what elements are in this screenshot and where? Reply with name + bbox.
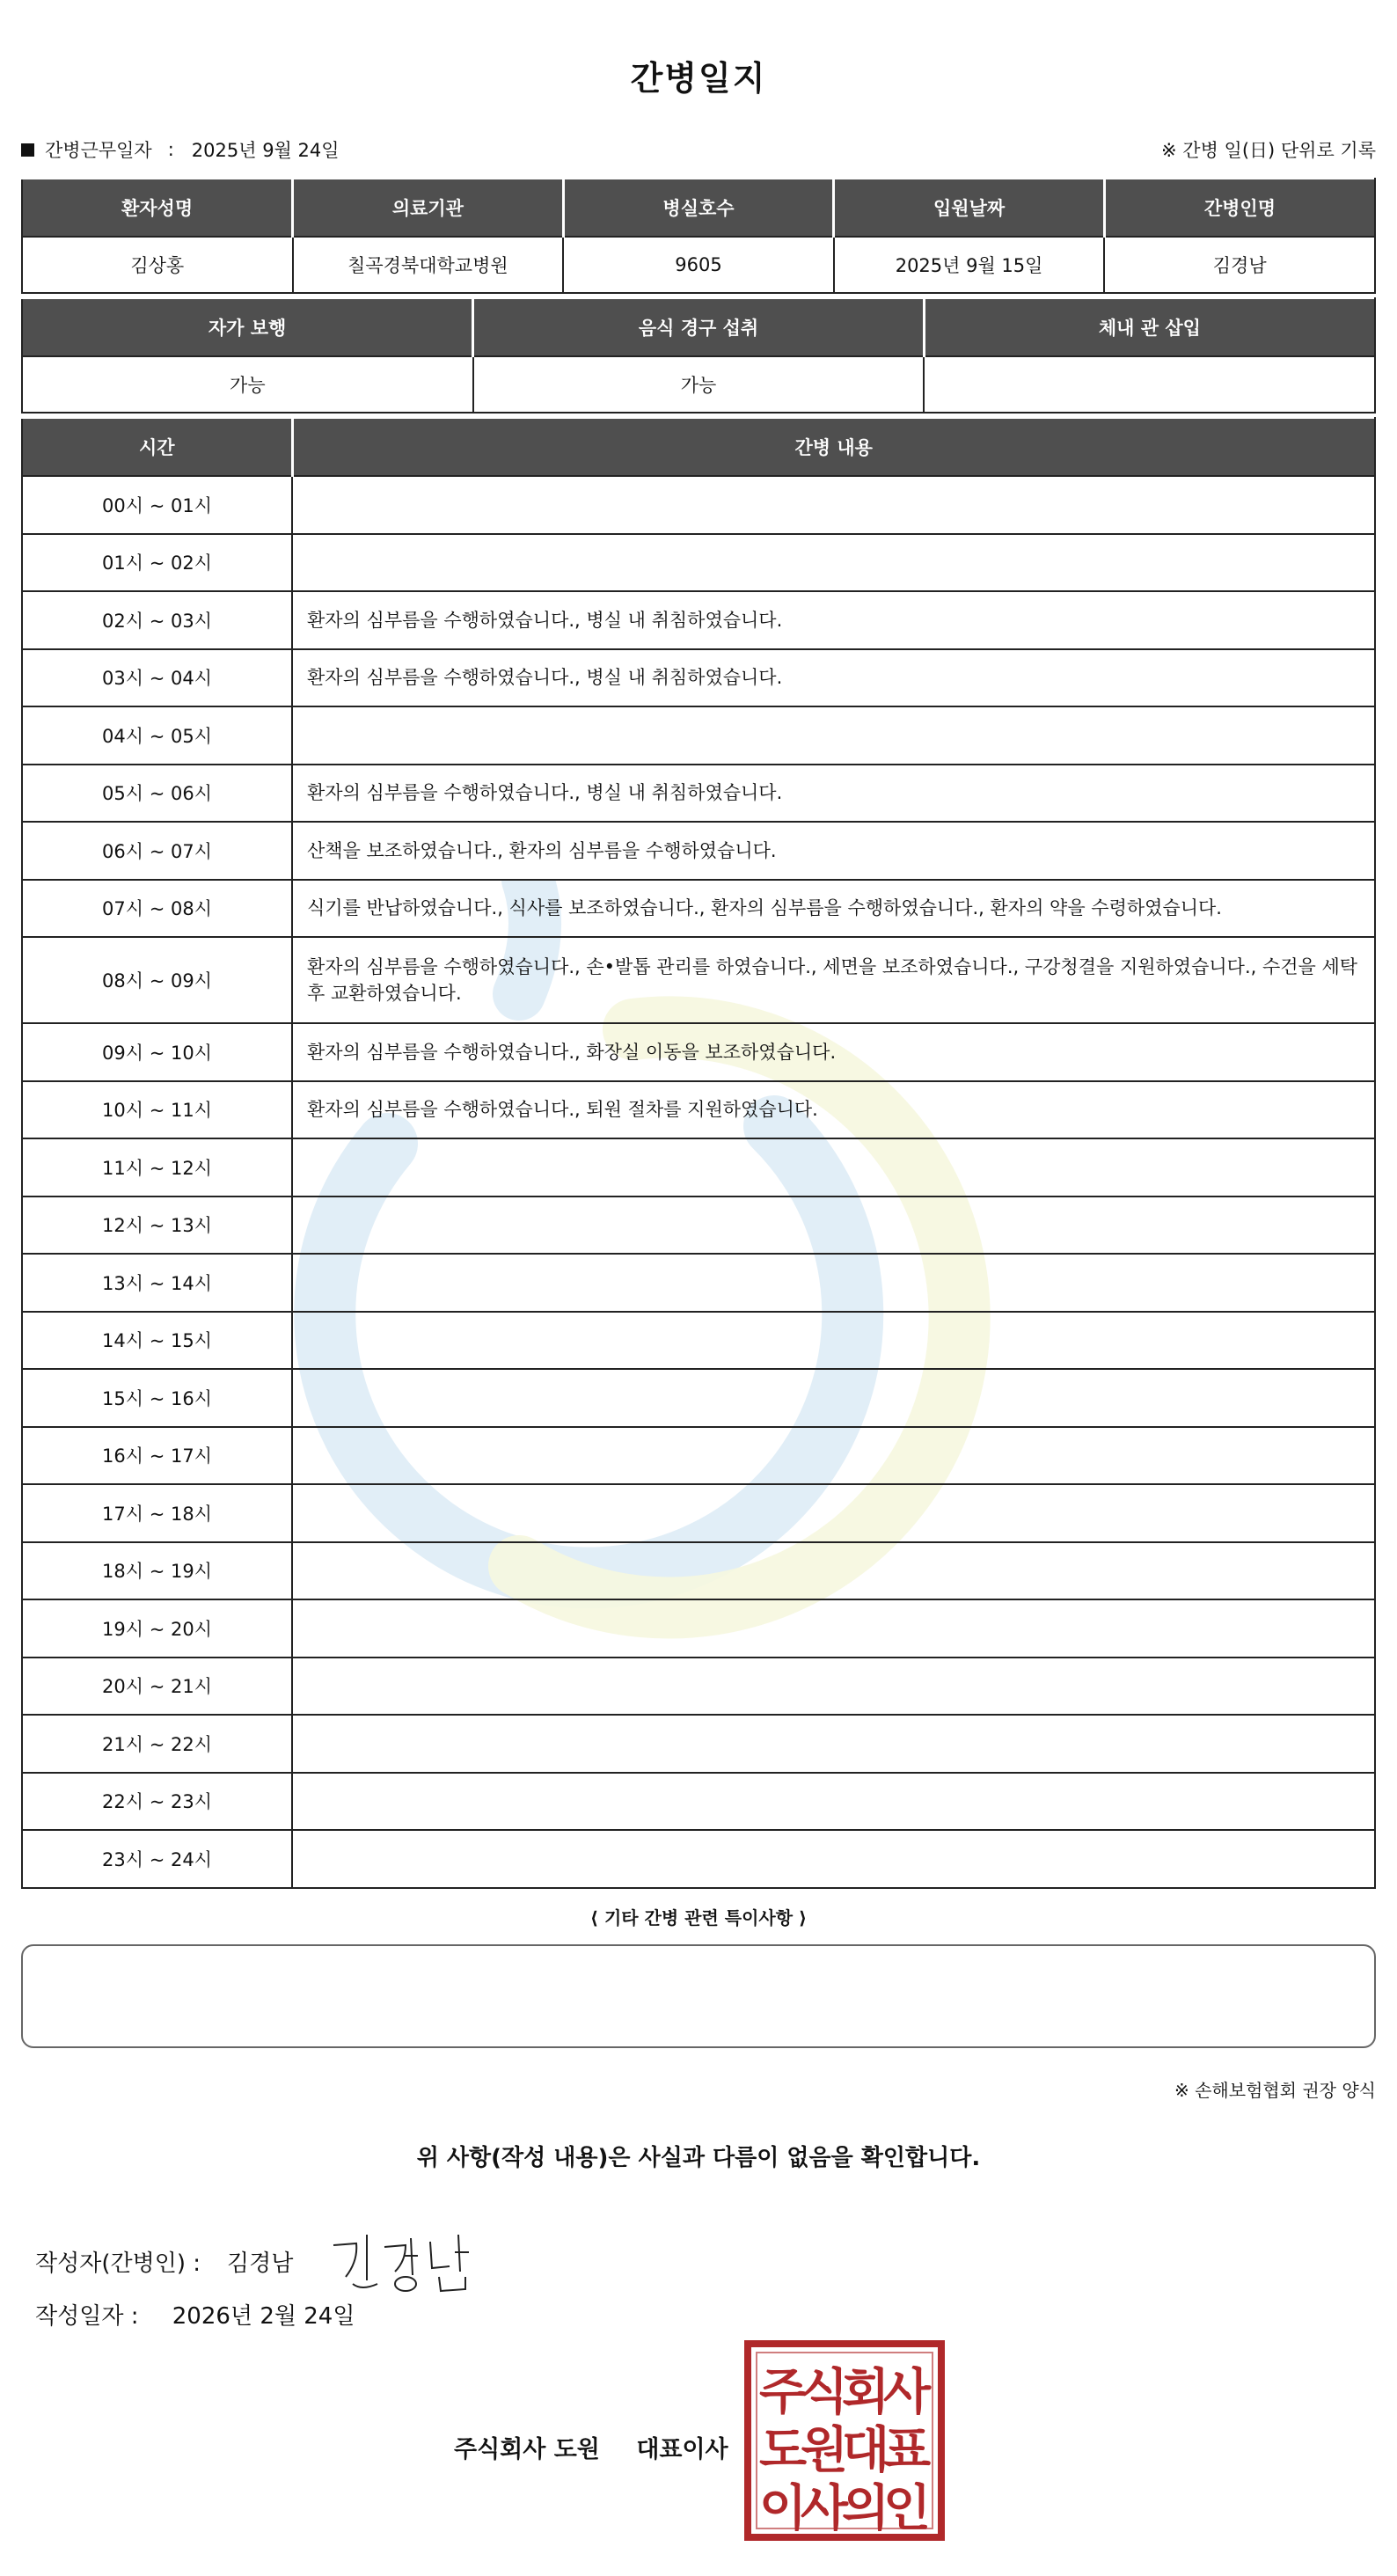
seal-glyph: 대 — [841, 2422, 890, 2479]
log-content — [292, 1427, 1375, 1485]
log-time: 11시 ~ 12시 — [22, 1138, 292, 1197]
seal-glyph: 의 — [841, 2480, 890, 2537]
log-time: 21시 ~ 22시 — [22, 1715, 292, 1773]
company-row — [454, 2430, 728, 2464]
log-row — [22, 534, 1375, 592]
hospital-name: 칠곡경북대학교병원 — [293, 237, 564, 293]
seal-glyph: 인 — [882, 2480, 932, 2537]
ceo-title: 대표이사 — [636, 2436, 728, 2463]
written-date-row — [35, 2298, 355, 2331]
patient-info-table — [21, 178, 1376, 294]
header-self-walking: 자가 보행 — [22, 298, 473, 356]
header-time: 시간 — [22, 418, 292, 476]
seal-glyph: 원 — [800, 2422, 849, 2479]
seal-glyph: 주 — [758, 2364, 808, 2421]
log-time: 13시 ~ 14시 — [22, 1254, 292, 1312]
log-time: 22시 ~ 23시 — [22, 1773, 292, 1831]
log-row — [22, 591, 1375, 649]
log-time: 07시 ~ 08시 — [22, 880, 292, 938]
log-row — [22, 649, 1375, 707]
log-row — [22, 1715, 1375, 1773]
bullet-square-icon — [21, 143, 34, 157]
header-room-number: 병실호수 — [563, 179, 834, 237]
seal-glyph: 사 — [800, 2480, 849, 2537]
log-row — [22, 1138, 1375, 1197]
seal-glyph: 사 — [882, 2364, 932, 2421]
work-date-label: 간병근무일자 — [45, 140, 152, 161]
hourly-care-log-table — [21, 417, 1376, 1889]
log-time: 14시 ~ 15시 — [22, 1312, 292, 1370]
header-hospital: 의료기관 — [293, 179, 564, 237]
log-time: 15시 ~ 16시 — [22, 1369, 292, 1427]
log-row — [22, 1773, 1375, 1831]
header-care-content: 간병 내용 — [292, 418, 1375, 476]
log-row — [22, 1427, 1375, 1485]
room-number: 9605 — [563, 237, 834, 293]
handwritten-signature — [326, 2226, 476, 2296]
log-content — [292, 1599, 1375, 1658]
log-content: 산책을 보조하였습니다., 환자의 심부름을 수행하였습니다. — [292, 822, 1375, 880]
log-time: 20시 ~ 21시 — [22, 1658, 292, 1716]
header-tube-insertion: 체내 관 삽입 — [924, 298, 1375, 356]
patient-ability-table — [21, 297, 1376, 413]
log-time: 04시 ~ 05시 — [22, 706, 292, 765]
company-name: 주식회사 도원 — [454, 2436, 600, 2463]
log-content — [292, 1312, 1375, 1370]
log-time: 17시 ~ 18시 — [22, 1484, 292, 1542]
log-row — [22, 880, 1375, 938]
log-row — [22, 706, 1375, 765]
unit-note: ※ 간병 일(日) 단위로 기록 — [1161, 140, 1376, 161]
log-content: 환자의 심부름을 수행하였습니다., 병실 내 취침하였습니다. — [292, 591, 1375, 649]
log-content — [292, 476, 1375, 534]
written-date-value: 2026년 2월 24일 — [172, 2303, 355, 2330]
oral-intake-value: 가능 — [473, 356, 925, 413]
log-row — [22, 937, 1375, 1023]
company-seal-stamp — [744, 2340, 945, 2541]
log-content — [292, 1830, 1375, 1888]
log-row — [22, 1599, 1375, 1658]
log-content: 환자의 심부름을 수행하였습니다., 화장실 이동을 보조하였습니다. — [292, 1023, 1375, 1081]
work-date-row — [21, 136, 1376, 166]
log-content — [292, 706, 1375, 765]
work-date-colon: : — [167, 139, 174, 160]
log-content — [292, 1715, 1375, 1773]
log-time: 00시 ~ 01시 — [22, 476, 292, 534]
log-content: 환자의 심부름을 수행하였습니다., 퇴원 절차를 지원하였습니다. — [292, 1081, 1375, 1139]
log-time: 06시 ~ 07시 — [22, 822, 292, 880]
log-time: 02시 ~ 03시 — [22, 591, 292, 649]
log-content — [292, 1138, 1375, 1197]
patient-name: 김상홍 — [22, 237, 293, 293]
log-row — [22, 1542, 1375, 1600]
log-row — [22, 476, 1375, 534]
log-time: 09시 ~ 10시 — [22, 1023, 292, 1081]
log-content: 환자의 심부름을 수행하였습니다., 손•발톱 관리를 하였습니다., 세면을 보조하였습니다., 구강청결을 지원하였습니다., 수건을 세탁 후 교환하였습니다. — [292, 937, 1375, 1023]
log-time: 10시 ~ 11시 — [22, 1081, 292, 1139]
log-content: 환자의 심부름을 수행하였습니다., 병실 내 취침하였습니다. — [292, 765, 1375, 823]
log-content: 환자의 심부름을 수행하였습니다., 병실 내 취침하였습니다. — [292, 649, 1375, 707]
self-walking-value: 가능 — [22, 356, 473, 413]
seal-glyph: 표 — [882, 2422, 932, 2479]
log-content — [292, 1197, 1375, 1255]
confirmation-statement: 위 사항(작성 내용)은 사실과 다름이 없음을 확인합니다. — [416, 2145, 981, 2171]
log-row — [22, 822, 1375, 880]
log-row — [22, 1254, 1375, 1312]
seal-glyph: 이 — [758, 2480, 808, 2537]
log-time: 01시 ~ 02시 — [22, 534, 292, 592]
log-time: 19시 ~ 20시 — [22, 1599, 292, 1658]
log-row — [22, 765, 1375, 823]
log-time: 03시 ~ 04시 — [22, 649, 292, 707]
header-caregiver-name: 간병인명 — [1104, 179, 1375, 237]
log-row — [22, 1081, 1375, 1139]
log-content — [292, 1773, 1375, 1831]
written-date-label: 작성일자 : — [35, 2303, 139, 2330]
log-row — [22, 1830, 1375, 1888]
writer-name: 김경남 — [227, 2250, 294, 2277]
log-time: 16시 ~ 17시 — [22, 1427, 292, 1485]
log-row — [22, 1658, 1375, 1716]
log-content: 식기를 반납하였습니다., 식사를 보조하였습니다., 환자의 심부름을 수행하였습니다., 환자의 약을 수령하였습니다. — [292, 880, 1375, 938]
log-content — [292, 1369, 1375, 1427]
log-rows — [22, 476, 1375, 1888]
page-title: 간병일지 — [630, 59, 767, 98]
log-time: 18시 ~ 19시 — [22, 1542, 292, 1600]
writer-label: 작성자(간병인) : — [35, 2250, 201, 2277]
log-row — [22, 1197, 1375, 1255]
seal-glyph: 회 — [841, 2364, 890, 2421]
admission-date: 2025년 9월 15일 — [834, 237, 1105, 293]
caregiver-name: 김경남 — [1104, 237, 1375, 293]
work-date — [21, 136, 340, 163]
log-time: 08시 ~ 09시 — [22, 937, 292, 1023]
log-content — [292, 1542, 1375, 1600]
log-row — [22, 1312, 1375, 1370]
log-content — [292, 534, 1375, 592]
header-admission-date: 입원날짜 — [834, 179, 1105, 237]
log-content — [292, 1254, 1375, 1312]
writer-row — [35, 2226, 476, 2296]
log-row — [22, 1484, 1375, 1542]
header-oral-intake: 음식 경구 섭취 — [473, 298, 925, 356]
log-content — [292, 1658, 1375, 1716]
log-row — [22, 1023, 1375, 1081]
log-time: 23시 ~ 24시 — [22, 1830, 292, 1888]
seal-glyph: 식 — [800, 2364, 849, 2421]
log-content — [292, 1484, 1375, 1542]
work-date-value: 2025년 9월 24일 — [191, 140, 340, 161]
tube-insertion-value — [924, 356, 1375, 413]
seal-glyph: 도 — [758, 2422, 808, 2479]
remarks-box — [21, 1944, 1376, 2048]
header-patient-name: 환자성명 — [22, 179, 293, 237]
form-note: ※ 손해보험협회 권장 양식 — [1174, 2080, 1376, 2101]
log-row — [22, 1369, 1375, 1427]
remarks-title: ⟨ 기타 간병 관련 특이사항 ⟩ — [589, 1907, 808, 1928]
log-time: 05시 ~ 06시 — [22, 765, 292, 823]
log-time: 12시 ~ 13시 — [22, 1197, 292, 1255]
